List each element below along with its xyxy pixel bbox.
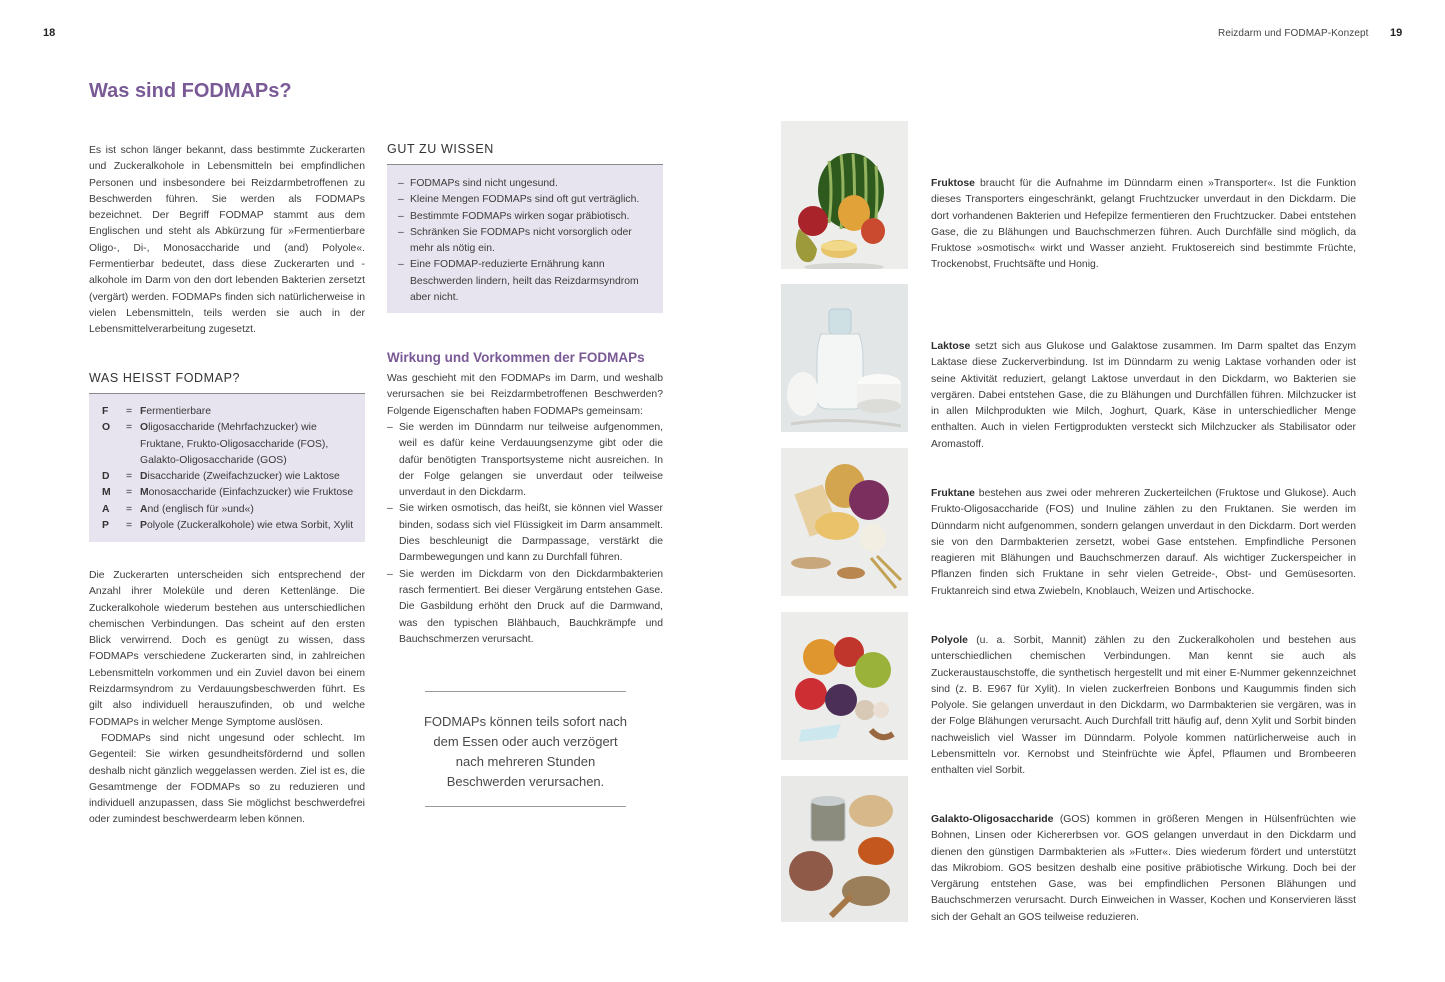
polyols-text bbox=[931, 633, 1356, 780]
paragraph-three: FODMAPs sind nicht ungesund oder schlecht. Im Gegenteil: Sie wirken gesundheitsfördernd und sollen deshalb nicht gänzlich weggelassen werden. Ziel ist es, die Gesamtmenge der FODMAPs so zu reduzieren und individuell anzupassen, dass Sie möglichst beschwerdefrei oder zumindest beschwerdearm leben können. bbox=[89, 733, 365, 826]
description: bestehen aus zwei oder mehreren Zuckerteilchen (Fruktose und Glukose). Auch Frukto-Oligosaccharide (FOS) und Inuline zählen zu den Fruktanen. Sie werden im Dünndarm nicht aufgenommen, sondern gelangen unverdaut in den Dickdarm. Dort werden sie von den Darmbakterien zersetzt, wobei Gase entstehen. Empfindliche Personen reagieren mit Blähungen und Bauchschmerzen darauf. Als wichtiger Zuckerspeicher in Pflanzen finden sich Fruktane in sehr vielen Getreide-, Obst- und Gemüsesorten. Fruktanreich sind etwa Zwiebeln, Knoblauch, Weizen und Artischocke. bbox=[931, 488, 1356, 597]
fodmap-rest: olyole (Zuckeralkohole) wie etwa Sorbit, Xylit bbox=[146, 520, 354, 532]
fodmap-list bbox=[102, 404, 355, 534]
page-title: Was sind FODMAPs? bbox=[89, 80, 292, 102]
fodmap-row bbox=[102, 420, 355, 469]
fodmap-initial: A bbox=[140, 503, 148, 515]
running-head: Reizdarm und FODMAP-Konzept bbox=[1218, 28, 1369, 39]
list-item: – Sie werden im Dickdarm von den Dickdarmbakterien rasch fermentiert. Bei dieser Vergärung entstehen Gase. Die Gasbildung erhöht den Druck auf die Darmwand, was den typischen Blähbauch, Bauchkrämpfe und Bauchschmerzen verursacht. bbox=[387, 567, 663, 648]
fodmap-letter: O bbox=[102, 422, 111, 434]
fodmap-letter: A bbox=[102, 503, 110, 515]
equals-sign: = bbox=[126, 487, 133, 499]
description: (u. a. Sorbit, Mannit) zählen zu den Zuckeralkoholen und bestehen aus unterschiedlichen chemischen Verbindungen. Man kennt sie auch als Zuckeraustauschstoffe, die synthetisch hergestellt und mit einer E-Nummer gekennzeichnet sind (z. B. E967 für Xylit). In vielen zuckerfreien Bonbons und Kaugummis finden sich Polyole. Sie gelangen unverdaut in den Dickdarm, wo Darmbakterien sie vergären, was in der Folge Blähungen verursacht. Auch Durchfall tritt häufig auf, denn Xylit und Sorbit binden nachweislich viel Wasser im Dünndarm. Polyole kommen natürlicherweise auch in Lebensmitteln vor. Kernobst und Steinfrüchte wie Äpfel, Pflaumen und Brombeeren enthalten viel Sorbit. bbox=[931, 635, 1356, 777]
left-page-number: 18 bbox=[43, 27, 56, 39]
right-page-number: 19 bbox=[1390, 27, 1403, 39]
quote-rule-top bbox=[425, 691, 626, 692]
term-fructans: Fruktane bbox=[931, 488, 975, 499]
fructose-text bbox=[931, 176, 1356, 274]
list-item: – FODMAPs sind nicht ungesund. bbox=[398, 176, 648, 192]
fodmap-row bbox=[102, 518, 355, 534]
pull-quote: FODMAPs können teils sofort nach dem Essen oder auch verzögert nach mehreren Stunden Beschwerden verursachen. bbox=[423, 714, 628, 789]
fodmap-initial: D bbox=[140, 471, 148, 483]
grains-onion-photo bbox=[781, 448, 908, 596]
fodmap-initial: O bbox=[140, 422, 149, 434]
good-to-know-heading: GUT ZU WISSEN bbox=[387, 142, 494, 156]
list-item: – Eine FODMAP-reduzierte Ernährung kann Beschwerden lindern, heilt das Reizdarmsyndrom aber nicht. bbox=[398, 257, 648, 306]
legumes-photo bbox=[781, 776, 908, 922]
fodmap-rest: onosaccharide (Einfachzucker) wie Fruktose bbox=[148, 487, 354, 499]
fodmap-letter: D bbox=[102, 471, 110, 483]
paragraph-two: Die Zuckerarten unterscheiden sich entsprechend der Anzahl ihrer Moleküle und deren Kettenlänge. Die Zuckeralkohole wiederum bestehen aus unterschiedlichen chemischen Verbindungen. Das scheint auf den ersten Blick verwirrend. Doch es genügt zu wissen, dass FODMAPs verschiedene Zuckerarten sind, in zahlreichen Lebensmitteln vorkommen und ein Zuviel davon bei einem Reizdarmsyndrom zu Verdauungsbeschwerden führt. Es gilt also individuell herauszufinden, ob und welche FODMAPs in welcher Menge Symptome auslösen. bbox=[89, 570, 365, 728]
fodmap-box bbox=[89, 393, 365, 542]
equals-sign: = bbox=[126, 503, 133, 515]
equals-sign: = bbox=[126, 422, 133, 434]
fruit-photo bbox=[781, 121, 908, 269]
stonefruit-photo bbox=[781, 612, 908, 760]
effect-intro: Was geschieht mit den FODMAPs im Darm, und weshalb verursachen sie bei Reizdarmbetroffenen Beschwerden? Folgende Eigenschaften haben FODMAPs gemeinsam: bbox=[387, 373, 663, 417]
description: (GOS) kommen in größeren Mengen in Hülsenfrüchten wie Bohnen, Linsen oder Kichererbsen vor. GOS gelangen unverdaut in den Dickdarm und dienen den günstigen Darmbakterien als »Futter«. Dies wiederum fördert und unterstützt das Mikrobiom. GOS besitzen deshalb eine positive präbiotische Wirkung. Doch bei der Vergärung entstehen Gase, was bei empfindlichen Personen Blähungen und Bauchschmerzen verursacht. Durch Einweichen in Wasser, Kochen und Konservieren lässt sich der Gehalt an GOS teilweise reduzieren. bbox=[931, 814, 1356, 923]
list-item: – Bestimmte FODMAPs wirken sogar präbiotisch. bbox=[398, 209, 648, 225]
fodmap-meaning bbox=[140, 518, 355, 534]
fodmap-row bbox=[102, 469, 355, 485]
term-polyols: Polyole bbox=[931, 635, 968, 646]
fodmap-meaning bbox=[140, 404, 355, 420]
fodmap-meaning bbox=[140, 485, 355, 501]
fodmap-rest: ermentierbare bbox=[146, 406, 212, 417]
fodmap-row bbox=[102, 485, 355, 501]
list-item: – Schränken Sie FODMAPs nicht vorsorglich oder mehr als nötig ein. bbox=[398, 225, 648, 258]
effect-list bbox=[387, 420, 663, 648]
fodmap-extra: Fruktane, Frukto-Oligosaccharide (FOS), Galakto-Oligosaccharide (GOS) bbox=[140, 438, 329, 466]
list-item: – Kleine Mengen FODMAPs sind oft gut verträglich. bbox=[398, 192, 648, 208]
intro-paragraph: Es ist schon länger bekannt, dass bestimmte Zuckerarten und Zuckeralkohole in Lebensmitteln bei empfindlichen Personen und insbesondere bei Reizdarmbetroffenen zu Beschwerden führen. Sie werden als FODMAPs bezeichnet. Der Begriff FODMAP stammt aus dem Englischen und steht als Abkürzung für »Fermentierbare Oligo-, Di-, Monosaccharide und (and) Polyole«. Fermentierbar bedeutet, dass diese Zuckerarten und -alkohole im Darm von den dort lebenden Bakterien zersetzt (vergärt) werden. FODMAPs finden sich natürlicherweise in vielen Lebensmitteln, teils werden sie auch in der Lebensmittelverarbeitung zugesetzt. bbox=[89, 145, 365, 336]
fodmap-rest: ligosaccharide (Mehrfachzucker) wie bbox=[148, 422, 317, 434]
list-item: – Sie wirken osmotisch, das heißt, sie können viel Wasser binden, sodass sich viel Flüssigkeit im Darm ansammelt. Dies beschleunigt die Darmpassage, verstärkt die Darmbewegungen und kann zu Durchfall führen. bbox=[387, 501, 663, 566]
fodmap-row bbox=[102, 404, 355, 420]
term-lactose: Laktose bbox=[931, 341, 971, 352]
quote-rule-bottom bbox=[425, 806, 626, 807]
fodmap-row bbox=[102, 502, 355, 518]
gos-text bbox=[931, 812, 1356, 926]
description: braucht für die Aufnahme im Dünndarm einen »Transporter«. Ist die Funktion dieses Transporters eingeschränkt, gelangt Fruchtzucker unverdaut in den Dickdarm. Die dort vorhandenen Bakterien und Hefepilze fermentieren den Fruchtzucker. Dabei entstehen Gase, die zu Blähungen und Bauchschmerzen führen. Auch Durchfälle sind möglich, da Fruktose »osmotisch« wirkt und Wasser anzieht. Fruktosereich sind bestimmte Früchte, Trockenobst, Fruchtsäfte und Honig. bbox=[931, 178, 1356, 271]
fodmap-initial: M bbox=[140, 487, 149, 499]
equals-sign: = bbox=[126, 406, 133, 417]
equals-sign: = bbox=[126, 520, 133, 532]
dairy-photo bbox=[781, 284, 908, 432]
fodmap-letter: M bbox=[102, 487, 111, 499]
term-fructose: Fruktose bbox=[931, 178, 975, 189]
lactose-text bbox=[931, 339, 1356, 453]
fodmap-meaning bbox=[140, 420, 355, 469]
fodmap-meaning bbox=[140, 502, 355, 518]
fodmap-rest: nd (englisch für »und«) bbox=[147, 503, 254, 515]
term-gos: Galakto-Oligosaccharide bbox=[931, 814, 1054, 825]
fructans-text bbox=[931, 486, 1356, 600]
fodmap-rest: isaccharide (Zweifachzucker) wie Laktose bbox=[147, 471, 340, 483]
list-item: – Sie werden im Dünndarm nur teilweise aufgenommen, weil es dafür keine Verdauungsenzyme gibt oder die dafür benötigten Transportsysteme nicht ausreichen. In der Folge gelangen sie unverdaut oder teilweise unverdaut in den Dickdarm. bbox=[387, 420, 663, 501]
fodmap-initial: F bbox=[140, 406, 147, 417]
effect-heading: Wirkung und Vorkommen der FODMAPs bbox=[387, 350, 645, 365]
fodmap-letter: P bbox=[102, 520, 109, 532]
fodmap-heading: WAS HEISST FODMAP? bbox=[89, 371, 241, 385]
description: setzt sich aus Glukose und Galaktose zusammen. Im Darm spaltet das Enzym Laktase diese Zuckerverbindung. Ist im Dünndarm zu wenig Laktase vorhanden oder ist seine Aktivität reduziert, gelangt Laktose unverdaut in den Dickdarm, wo Bakterien sie vergären. Dabei entstehen Gase, die zu Blähungen und Durchfällen führen. Milchzucker ist in allen Milchprodukten wie Milch, Joghurt, Quark, Käse in unterschiedlicher Menge enthalten. Auch in vielen Fertigprodukten versteckt sich Milchzucker als Stabilisator oder Aromastoff. bbox=[931, 341, 1356, 450]
fodmap-initial: P bbox=[140, 520, 147, 532]
good-to-know-list bbox=[398, 176, 648, 306]
fodmap-meaning bbox=[140, 469, 355, 485]
fodmap-letter: F bbox=[102, 406, 109, 417]
equals-sign: = bbox=[126, 471, 133, 483]
good-to-know-box bbox=[387, 164, 663, 313]
